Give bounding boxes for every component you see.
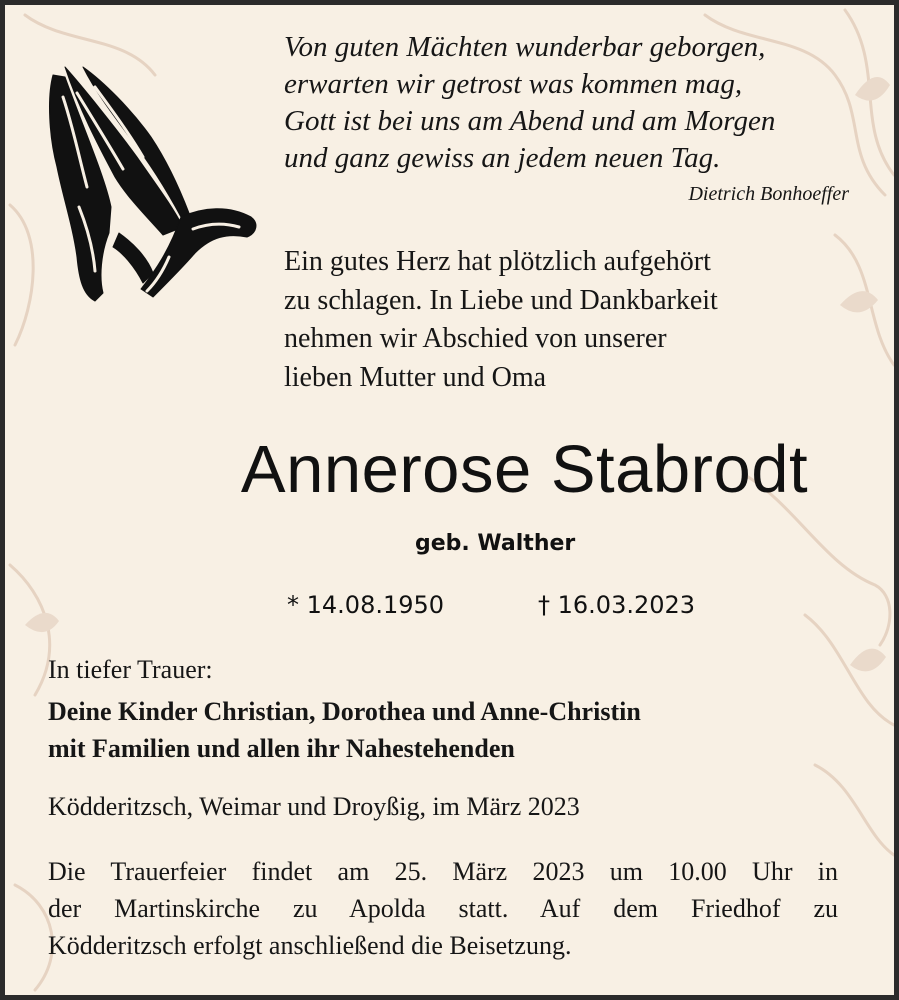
poem [284,29,854,177]
poem-line: Gott ist bei uns am Abend und am Morgen [284,105,776,137]
intro-text [284,243,718,397]
service-line: der Martinskirche zu Apolda statt. Auf dem Friedhof zu [48,894,838,923]
deceased-name: Annerose Stabrodt [240,432,809,507]
intro-line: nehmen wir Abschied von unserer [284,323,667,354]
mourners-intro: In tiefer Trauer: [48,655,213,684]
intro-line: lieben Mutter und Oma [284,361,547,393]
poem-line: und ganz gewiss an jedem neuen Tag. [284,142,721,174]
poem-author: Dietrich Bonhoeffer [688,183,849,205]
service-line: Ködderitzsch erfolgt anschließend die Beisetzung. [48,931,572,960]
maiden-name: geb. Walther [415,531,576,556]
mourners-line: Deine Kinder Christian, Dorothea und Anne-Christin [48,697,641,726]
death-date: † 16.03.2023 [538,591,696,619]
place-date: Ködderitzsch, Weimar und Droyßig, im März 2023 [48,792,580,821]
poem-line: Von guten Mächten wunderbar geborgen, [284,31,766,63]
praying-hands-icon [43,57,263,307]
service-info [48,853,838,964]
intro-line: Ein gutes Herz hat plötzlich aufgehört [284,246,711,277]
birth-date: * 14.08.1950 [287,591,445,619]
intro-line: zu schlagen. In Liebe und Dankbarkeit [284,284,718,316]
mourners-line: mit Familien und allen ihr Nahestehenden [48,734,515,763]
poem-line: erwarten wir getrost was kommen mag, [284,68,743,100]
service-line: Die Trauerfeier findet am 25. März 2023 um 10.00 Uhr in [48,857,838,886]
mourners-list [48,693,641,767]
